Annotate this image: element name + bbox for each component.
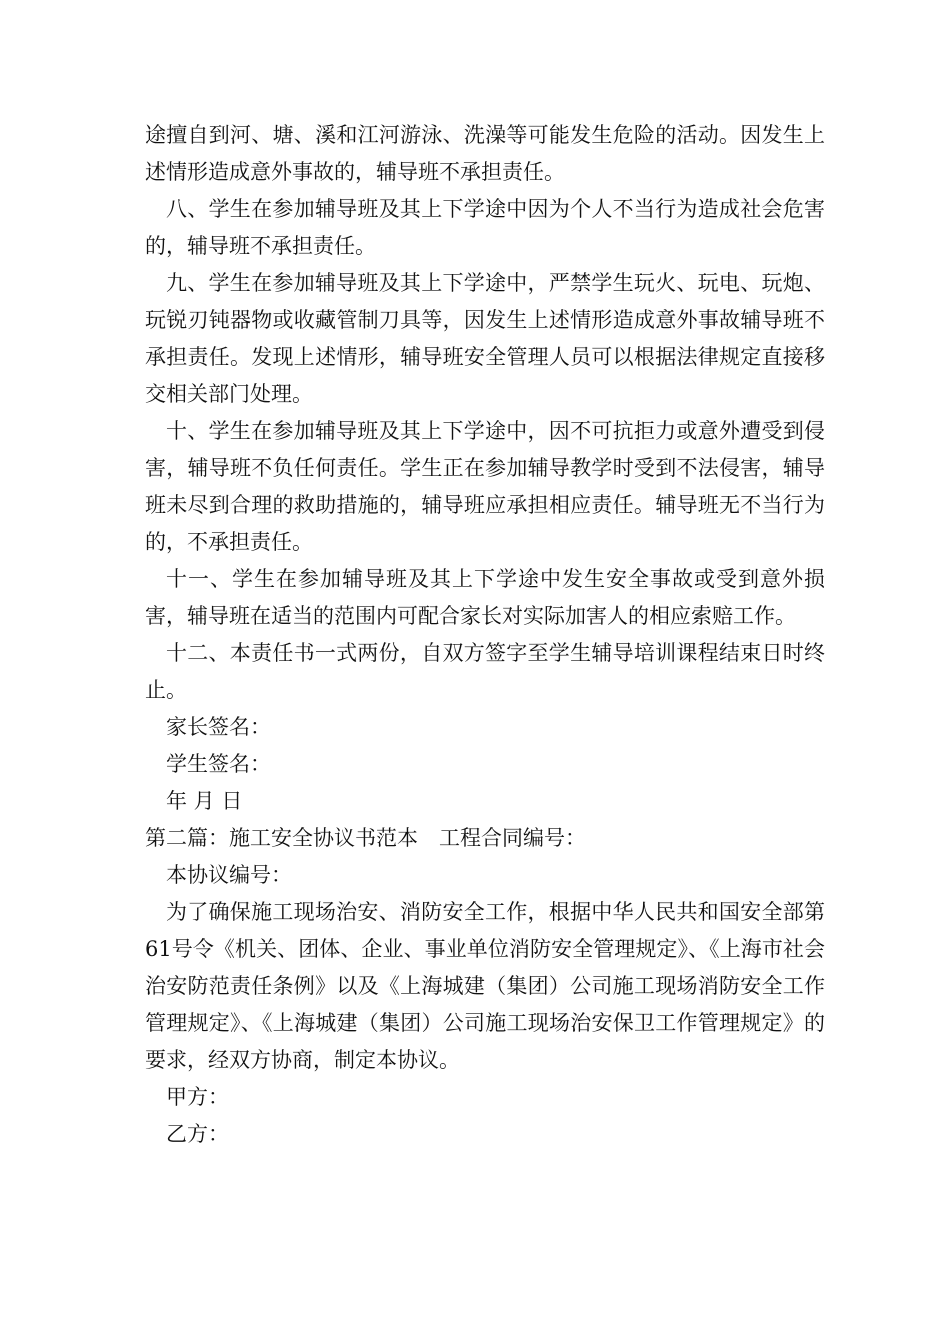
paragraph-continuation: 途擅自到河、塘、溪和江河游泳、洗澡等可能发生危险的活动。因发生上述情形造成意外事故的，辅导班不承担责任。	[145, 123, 825, 184]
party-a-label: 甲方：	[166, 1085, 229, 1109]
section-heading: 第二篇：施工安全协议书范本 工程合同编号：	[145, 826, 586, 850]
clause-10: 十、学生在参加辅导班及其上下学途中，因不可抗拒力或意外遭受到侵害，辅导班不负任何责任。学生正在参加辅导教学时受到不法侵害，辅导班未尽到合理的救助措施的，辅导班应承担相应责任。辅导班无不当行为的，不承担责任。	[145, 419, 825, 554]
agreement-preamble: 为了确保施工现场治安、消防安全工作，根据中华人民共和国安全部第61号令《机关、团体、企业、事业单位消防安全管理规定》、《上海市社会治安防范责任条例》以及《上海城建（集团）公司施工现场消防安全工作管理规定》、《上海城建（集团）公司施工现场治安保卫工作管理规定》的要求，经双方协商，制定本协议。	[145, 900, 825, 1072]
agreement-number-label: 本协议编号：	[166, 863, 292, 887]
clause-12: 十二、本责任书一式两份，自双方签字至学生辅导培训课程结束日时终止。	[145, 641, 825, 702]
student-signature-label: 学生签名：	[166, 752, 271, 776]
clause-9: 九、学生在参加辅导班及其上下学途中，严禁学生玩火、玩电、玩炮、玩锐刃钝器物或收藏管制刀具等，因发生上述情形造成意外事故辅导班不承担责任。发现上述情形，辅导班安全管理人员可以根据法律规定直接移交相关部门处理。	[145, 271, 825, 406]
parent-signature-label: 家长签名：	[166, 715, 271, 739]
date-line: 年 月 日	[166, 789, 243, 813]
clause-11: 十一、学生在参加辅导班及其上下学途中发生安全事故或受到意外损害，辅导班在适当的范围内可配合家长对实际加害人的相应索赔工作。	[145, 567, 825, 628]
party-b-label: 乙方：	[166, 1122, 229, 1146]
document-body	[145, 117, 825, 1153]
clause-8: 八、学生在参加辅导班及其上下学途中因为个人不当行为造成社会危害的，辅导班不承担责任。	[145, 197, 825, 258]
